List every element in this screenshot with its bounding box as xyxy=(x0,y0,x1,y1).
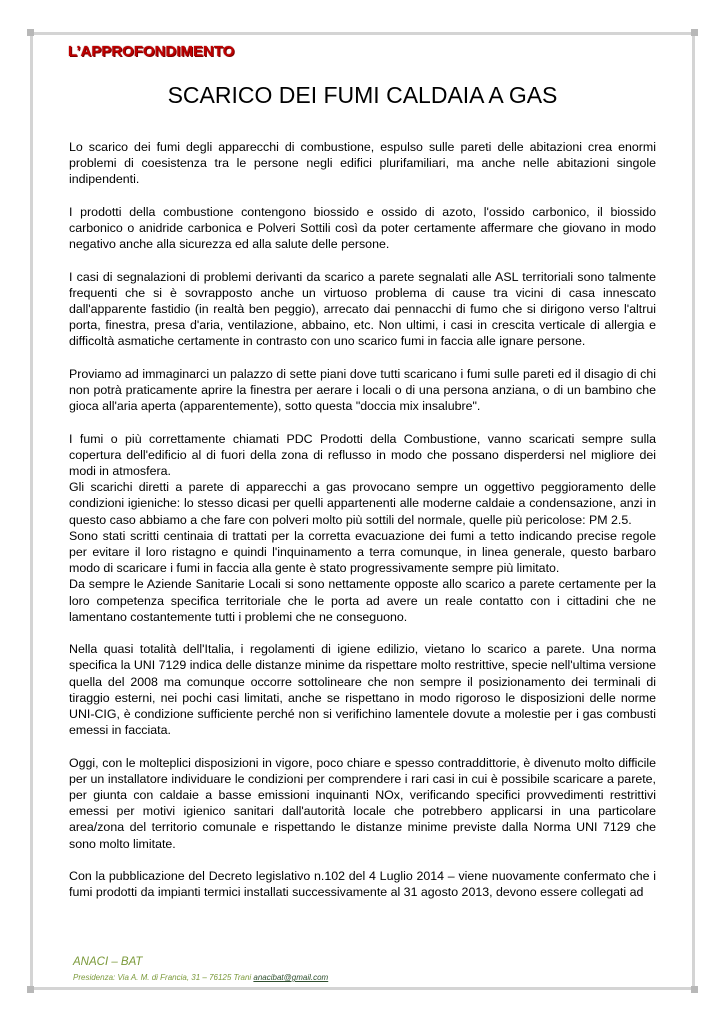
paragraph: Lo scarico dei fumi degli apparecchi di combustione, espulso sulle pareti delle abitazioni crea enormi problemi di coesistenza tra le persone negli edifici plurifamiliari, ma anche nelle abitazioni singole indipendenti. xyxy=(69,140,656,187)
frame-corner-top-right xyxy=(691,29,698,36)
page-title: SCARICO DEI FUMI CALDAIA A GAS xyxy=(167,82,558,108)
paragraph: I casi di segnalazioni di problemi derivanti da scarico a parete segnalati alle ASL territoriali sono talmente frequenti che si è sovrapposto anche un virtuoso problema di cause tra vicini di casa innescato dall'apparente fastidio (in realtà ben peggio), arrecato dai pennacchi di fumo che si dirigono verso l'altrui porta, finestra, presa d'aria, ventilazione, abbaino, etc. Non ultimi, i casi in crescita verticale di allergia e difficoltà asmatiche certamente in contrasto con uno scarico fumi in faccia alle ignare persone. xyxy=(69,269,656,349)
frame-corner-bottom-left xyxy=(27,986,34,993)
paragraph: I fumi o più correttamente chiamati PDC Prodotti della Combustione, vanno scaricati sempre sulla copertura dell'edificio al di fuori della zona di reflusso in modo che possano disperdersi nel migliore dei modi in atmosfera. xyxy=(69,431,656,478)
frame-corner-top-left xyxy=(27,29,34,36)
article-body xyxy=(69,139,656,900)
paragraph: Proviamo ad immaginarci un palazzo di sette piani dove tutti scaricano i fumi sulle pareti ed il disagio di chi non potrà praticamente aprire la finestra per aerare i locali o di una persona anziana, o di un bambino che gioca all'aria aperta (apparentemente), sotto questa "doccia mix insalubre". xyxy=(69,366,656,414)
footer-address: Presidenza: Via A. M. di Francia, 31 – 76125 Trani xyxy=(73,973,254,982)
paragraph: I prodotti della combustione contengono biossido e ossido di azoto, l'ossido carbonico, il biossido carbonico o anidride carbonica e Polveri Sottili così da poter certamente affermare che giovano in modo negativo anche alla sicurezza ed alla salute delle persone. xyxy=(69,204,656,252)
paragraph: Gli scarichi diretti a parete di apparecchi a gas provocano sempre un oggettivo peggioramento delle condizioni igieniche: lo stesso dicasi per quelli appartenenti alle moderne caldaie a condensazione, anzi in questo caso abbiamo a che fare con polveri molto più sottili del normale, quelle più pericolose: PM 2.5. xyxy=(69,480,656,527)
section-label: L’APPROFONDIMENTO xyxy=(68,43,235,60)
footer-org: ANACI – BAT xyxy=(73,956,143,968)
paragraph: Da sempre le Aziende Sanitarie Locali si sono nettamente opposte allo scarico a parete certamente per la loro competenza specifica territoriale che le porta ad avere un reale contatto con i cittadini che ne lamentano costantemente tutti i problemi che ne conseguono. xyxy=(69,577,656,624)
frame-corner-bottom-right xyxy=(691,986,698,993)
paragraph: Sono stati scritti centinaia di trattati per la corretta evacuazione dei fumi a tetto indicando precise regole per evitare il loro ristagno e quindi l'inquinamento a terra comunque, in linea generale, questo barbaro modo di scaricare i fumi in faccia alla gente è stato progressivamente sempre più limitato. xyxy=(69,528,656,576)
paragraph: Oggi, con le molteplici disposizioni in vigore, poco chiare e spesso contraddittorie, è divenuto molto difficile per un installatore individuare le condizioni per comprendere i rari casi in cui è possibile scaricare a parete, per giunta con caldaie a basse emissioni inquinanti NOx, verificando specifici provvedimenti restrittivi emessi per motivi igienico sanitari dall'autorità locale che potrebbero applicarsi in una particolare area/zona del territorio comunale e rispettando le distanze minime previste dalla Norma UNI 7129 che sono molto limitate. xyxy=(69,755,656,851)
page-footer xyxy=(73,955,328,984)
footer-email-link[interactable]: anacibat@gmail.com xyxy=(253,973,329,982)
paragraph: Nella quasi totalità dell'Italia, i regolamenti di igiene edilizio, vietano lo scarico a parete. Una norma specifica la UNI 7129 indica delle distanze minime da rispettare molto restrittive, specie nell'ultima versione quella del 2008 ma comunque occorre sottolineare che non sempre il posizionamento dei terminali di tiraggio esterni, nei pochi casi limitati, anche se rispettano in modo rigoroso le disposizioni delle norme UNI-CIG, è condizione sufficiente perché non si verifichino lamentele dovute a molestie per i gas combusti emessi in facciata. xyxy=(69,642,656,738)
paragraph: Con la pubblicazione del Decreto legislativo n.102 del 4 Luglio 2014 – viene nuovamente confermato che i fumi prodotti da impianti termici installati successivamente al 31 agosto 2013, devono essere collegati ad xyxy=(69,869,656,900)
footer-address-line xyxy=(73,972,328,984)
